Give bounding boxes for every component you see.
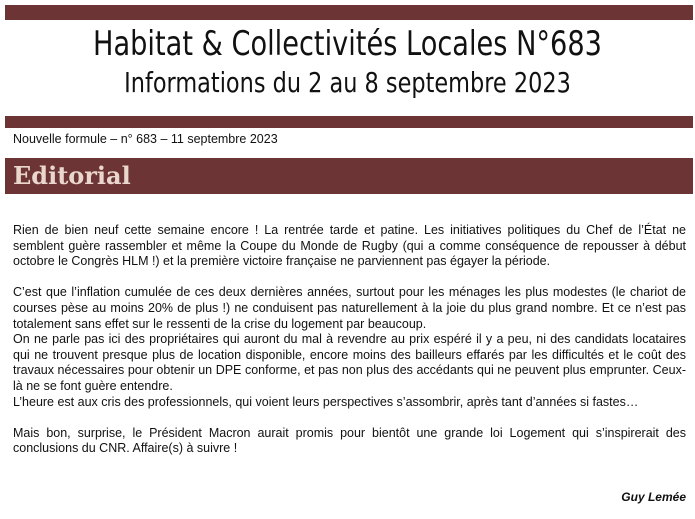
newsletter-title: Habitat & Collectivités Locales N°683 [93, 24, 602, 64]
newsletter-subtitle: Informations du 2 au 8 septembre 2023 [124, 66, 571, 99]
article-paragraph-5: Mais bon, surprise, le Président Macron aurait promis pour bientôt une grande loi Logement qui s’inspirerait des conclusions du CNR. Affaire(s) à suivre ! [13, 425, 686, 456]
article-paragraph-4: L’heure est aux cris des professionnels, qui voient leurs perspectives s’assombrir, après tant d’années si fastes… [13, 394, 639, 409]
article-paragraph-2: C’est que l’inflation cumulée de ces deux dernières années, surtout pour les ménages les plus modestes (le chariot de courses pèse au moins 20% de plus !) ne conduisent pas naturellement à la joie du plus grand nombre. Et ce n’est pas totalement sans effet sur le ressenti de la crise du logement par beaucoup. [13, 285, 686, 331]
header-divider [5, 116, 693, 128]
article-paragraph-1: Rien de bien neuf cette semaine encore ! La rentrée tarde et patine. Les initiatives politiques du Chef de l’État ne semblent guère rassembler et même la Coupe du Monde de Rugby (qui a comme conséquence de repousser à début octobre le Congrès HLM !) et la première victoire française ne parviennent pas égayer la période. [13, 223, 686, 269]
section-title: Editorial [13, 161, 131, 190]
editorial-article [13, 223, 686, 457]
edition-info: Nouvelle formule – n° 683 – 11 septembre 2023 [13, 132, 278, 146]
article-paragraph-3: On ne parle pas ici des propriétaires qui auront du mal à revendre au prix espéré il y a peu, ni des candidats locataires qui ne trouvent presque plus de location disponible, encore moins des bailleurs effarés par les difficultés et le coût des travaux nécessaires pour obtenir un DPE conforme, et pas non plus des accédants qui ne peuvent plus emprunter. Ceux-là ne se font guère entendre. [13, 332, 686, 393]
top-accent-bar [5, 5, 693, 20]
masthead [0, 22, 695, 100]
author-signature: Guy Lemée [621, 490, 686, 504]
section-header-editorial [5, 158, 693, 194]
